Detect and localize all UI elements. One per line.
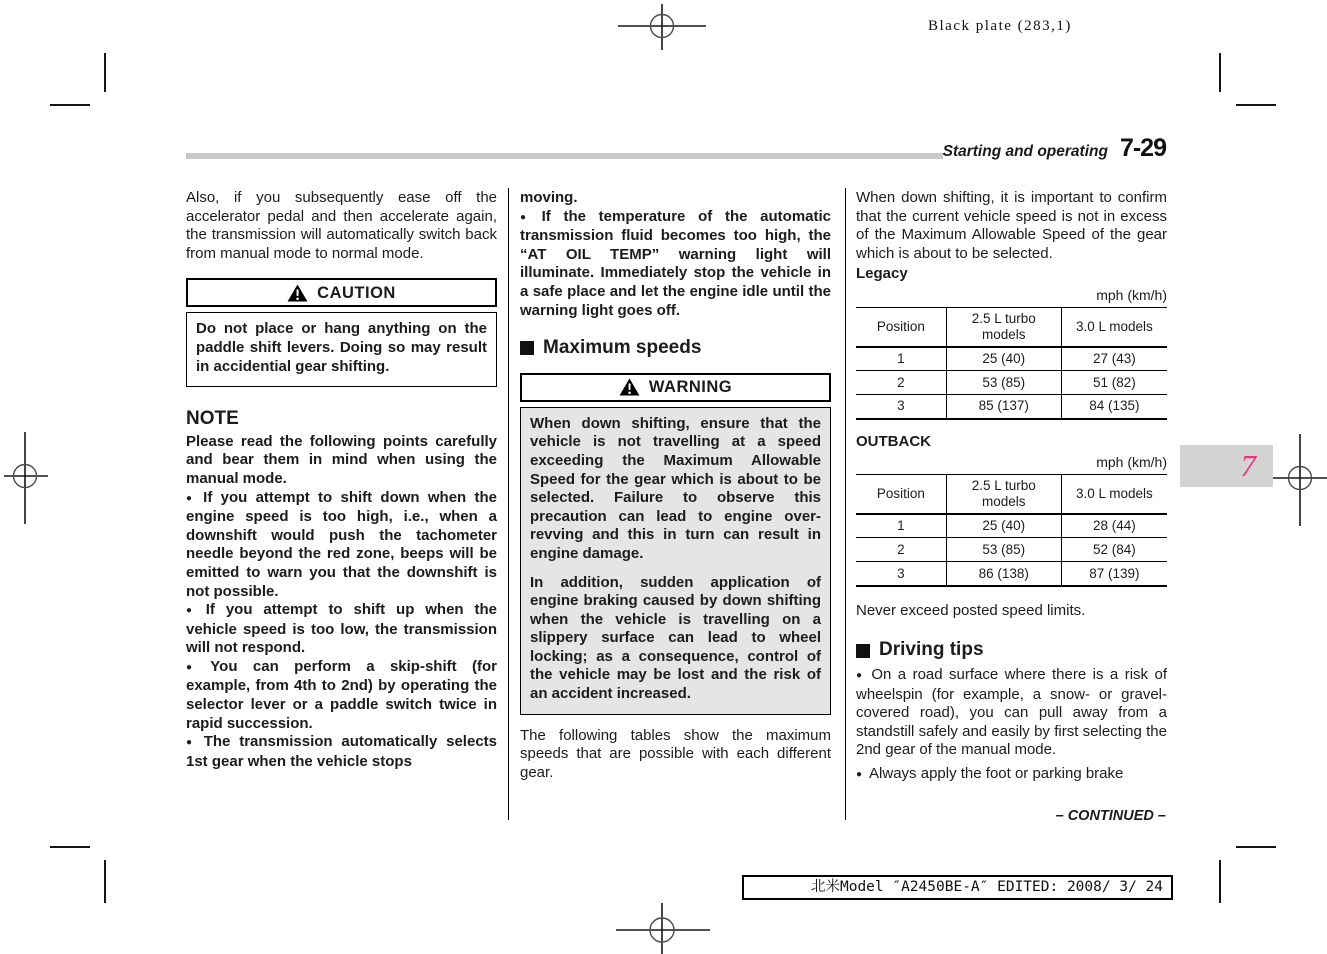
note-intro: Please read the following points carefully and bear them in mind when using the manual mode. <box>186 432 497 487</box>
warning-triangle-icon <box>619 378 640 396</box>
table-row: 2 53 (85) 52 (84) <box>856 538 1167 562</box>
table-row: 2 53 (85) 51 (82) <box>856 371 1167 395</box>
units-label: mph (km/h) <box>1096 454 1167 471</box>
section-heading-driving-tips: Driving tips <box>856 641 1167 660</box>
bullet-icon: ● <box>186 492 197 504</box>
section-square-icon <box>520 341 534 355</box>
table-header-row <box>856 474 1167 514</box>
table-row: 3 86 (138) 87 (139) <box>856 562 1167 586</box>
note-title: NOTE <box>186 408 239 430</box>
table-row: 1 25 (40) 28 (44) <box>856 514 1167 538</box>
tips-bullet: ● On a road surface where there is a risk of wheelspin (for example, a snow- or gravel-covered road), you can pull away from a standstill safely and easily by first selecting the 2nd gear of the manual mode. <box>856 665 1167 759</box>
column-header: Position <box>856 474 946 514</box>
paragraph: Also, if you subsequently ease off the accelerator pedal and then accelerate again, the transmission will automatically switch back from manual mode to normal mode. <box>186 189 497 262</box>
paragraph: The following tables show the maximum speeds that are possible with each different gear. <box>520 726 831 781</box>
caution-text: Do not place or hang anything on the paddle shift levers. Doing so may result in accidential gear shifting. <box>196 320 487 375</box>
section-heading-maximum-speeds: Maximum speeds <box>520 339 831 358</box>
bullet-icon: ● <box>856 669 865 681</box>
caution-title: CAUTION <box>317 283 396 302</box>
crop-mark-bottom-left-v <box>104 860 106 903</box>
crop-mark-bottom-right-h <box>1236 846 1276 848</box>
bullet-icon: ● <box>186 737 197 749</box>
page-header <box>186 134 1166 163</box>
caution-body-box <box>186 312 497 387</box>
column-header: 2.5 L turbo models <box>946 307 1061 347</box>
warning-text: When down shifting, ensure that the vehicle is not travelling at a speed exceeding the Maximum Allowable Speed for the gear which is about to be selected. Failure to observe this precaution can lead to engine over-revving and this in turn can result in engine damage. <box>530 414 821 562</box>
warning-text: In addition, sudden application of engine braking caused by down shifting when the vehicle is travelling on a slippery surface can lead to wheel locking; as a consequence, control of the vehicle may be lost and the risk of an accident increased. <box>530 573 821 703</box>
bullet-icon: ● <box>186 661 204 673</box>
header-section-title: Starting and operating <box>942 143 1108 160</box>
table-row: 1 25 (40) 27 (43) <box>856 347 1167 371</box>
edition-footer-box: 北米Model ″A2450BE-A″ EDITED: 2008/ 3/ 24 <box>742 875 1173 900</box>
column-header: 2.5 L turbo models <box>946 474 1061 514</box>
crop-mark-top-left-v <box>104 53 106 92</box>
registration-mark-right-icon <box>1272 434 1327 526</box>
section-square-icon <box>856 644 870 658</box>
column-middle <box>520 189 831 782</box>
column-left <box>186 189 497 771</box>
plate-label: Black plate (283,1) <box>928 18 1072 34</box>
crop-mark-top-right-h <box>1236 104 1276 106</box>
warning-body-box <box>520 407 831 715</box>
crop-mark-bottom-right-v <box>1219 860 1221 903</box>
bullet-paragraph: ● If the temperature of the automatic transmission fluid becomes too high, the “AT OIL TEMP” warning light will illuminate. Immediately stop the vehicle in a safe place and let the engine idle until the warning light goes off. <box>520 207 832 319</box>
column-divider <box>845 188 846 820</box>
column-header: Position <box>856 307 946 347</box>
page-tab <box>1180 445 1273 487</box>
bullet-icon: ● <box>186 605 199 617</box>
warning-title-box <box>520 373 831 402</box>
registration-mark-top-icon <box>610 0 714 52</box>
outback-speed-table <box>856 474 1167 587</box>
note-bullet: ● The transmission automatically selects 1st gear when the vehicle stops <box>186 733 497 770</box>
warning-triangle-icon <box>287 284 308 302</box>
note-bullet: ● You can perform a skip-shift (for example, from 4th to 2nd) by operating the selector lever or a paddle switch twice in rapid succession. <box>186 657 497 732</box>
note-body <box>186 433 497 772</box>
crop-mark-top-left-h <box>50 104 90 106</box>
page-tab-number: 7 <box>1240 448 1256 483</box>
tips-bullet: ● Always apply the foot or parking brake <box>856 764 1124 782</box>
header-page-number: 7-29 <box>1119 134 1166 162</box>
units-label: mph (km/h) <box>1096 286 1167 303</box>
caution-title-box <box>186 278 497 307</box>
column-right <box>856 189 1167 785</box>
column-header: 3.0 L models <box>1061 474 1167 514</box>
registration-mark-left-icon <box>0 432 52 524</box>
column-divider <box>508 188 509 820</box>
paragraph: When down shifting, it is important to confirm that the current vehicle speed is not in excess of the Maximum Allowable Speed of the gear which is about to be selected. <box>856 189 1167 262</box>
table-row: 3 85 (137) 84 (135) <box>856 395 1167 419</box>
paragraph: moving. <box>520 189 578 206</box>
note-bullet: ● If you attempt to shift down when the engine speed is too high, i.e., when a downshift would push the tachometer needle beyond the red zone, beeps will be emitted to warn you that the downshift is not possible. <box>186 488 498 600</box>
column-header: 3.0 L models <box>1061 307 1167 347</box>
table-label-legacy: Legacy <box>856 265 908 283</box>
table-label-outback: OUTBACK <box>856 432 931 450</box>
note-bullet: ● If you attempt to shift up when the vehicle speed is too low, the transmission will not respond. <box>186 601 497 657</box>
registration-mark-bottom-icon <box>610 901 714 954</box>
continued-label: – CONTINUED – <box>1055 808 1166 824</box>
bullet-icon: ● <box>856 768 863 780</box>
legacy-speed-table <box>856 307 1167 420</box>
warning-title: WARNING <box>648 377 733 396</box>
table-header-row <box>856 307 1167 347</box>
bullet-icon: ● <box>520 211 535 223</box>
crop-mark-top-right-v <box>1219 53 1221 92</box>
crop-mark-bottom-left-h <box>50 846 90 848</box>
paragraph: Never exceed posted speed limits. <box>856 601 1086 619</box>
